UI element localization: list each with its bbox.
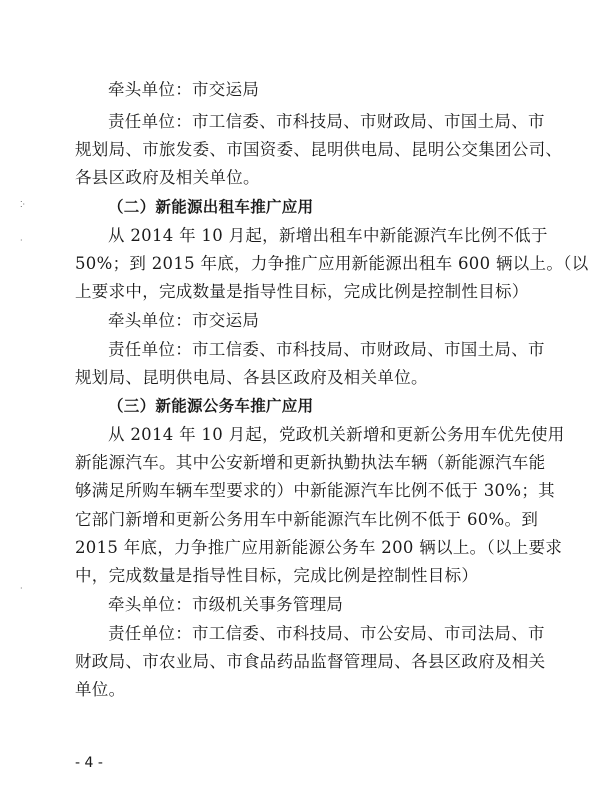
lead-unit-line: 牵头单位：市级机关事务管理局: [108, 595, 344, 614]
scan-mark: ·: [20, 236, 23, 245]
body-line: 财政局、市农业局、市食品药品监督管理局、各县区政府及相关: [75, 652, 546, 671]
body-line: 从 2014 年 10 月起，新增出租车中新能源汽车比例不低于: [108, 226, 548, 245]
body-line: 2015 年底，力争推广应用新能源公务车 200 辆以上。（以上要求: [75, 538, 563, 557]
body-line: 上要求中，完成数量是指导性目标，完成比例是控制性目标）: [75, 282, 529, 301]
lead-unit-line: 牵头单位：市交运局: [108, 311, 260, 330]
body-line: 规划局、昆明供电局、各县区政府及相关单位。: [75, 368, 428, 387]
body-line: 中，完成数量是指导性目标，完成比例是控制性目标）: [75, 566, 479, 585]
scan-mark: ⁚·: [20, 200, 26, 209]
body-line: 单位。: [75, 680, 126, 699]
body-line: 新能源汽车。其中公安新增和更新执勤执法车辆（新能源汽车能: [75, 453, 546, 472]
body-line: 50%；到 2015 年底，力争推广应用新能源出租车 600 辆以上。（以: [75, 254, 589, 273]
section-heading-taxi: （二）新能源出租车推广应用: [108, 198, 314, 216]
responsible-unit-line: 责任单位：市工信委、市科技局、市财政局、市国土局、市: [108, 340, 545, 359]
lead-unit-line: 牵头单位：市交运局: [108, 80, 260, 99]
body-line: 够满足所购车辆车型要求的）中新能源汽车比例不低于 30%；其: [75, 481, 555, 500]
body-line: 它部门新增和更新公务用车中新能源汽车比例不低于 60%。到: [75, 510, 539, 529]
page-number: - 4 -: [75, 755, 103, 771]
section-heading-official-car: （三）新能源公务车推广应用: [108, 397, 314, 415]
body-line: 规划局、市旅发委、市国资委、昆明供电局、昆明公交集团公司、: [75, 140, 563, 159]
body-line: 各县区政府及相关单位。: [75, 168, 260, 187]
body-line: 从 2014 年 10 月起，党政机关新增和更新公务用车优先使用: [108, 425, 565, 444]
scan-mark: ·: [20, 584, 23, 593]
responsible-unit-line: 责任单位：市工信委、市科技局、市财政局、市国土局、市: [108, 112, 545, 131]
responsible-unit-line: 责任单位：市工信委、市科技局、市公安局、市司法局、市: [108, 624, 545, 643]
